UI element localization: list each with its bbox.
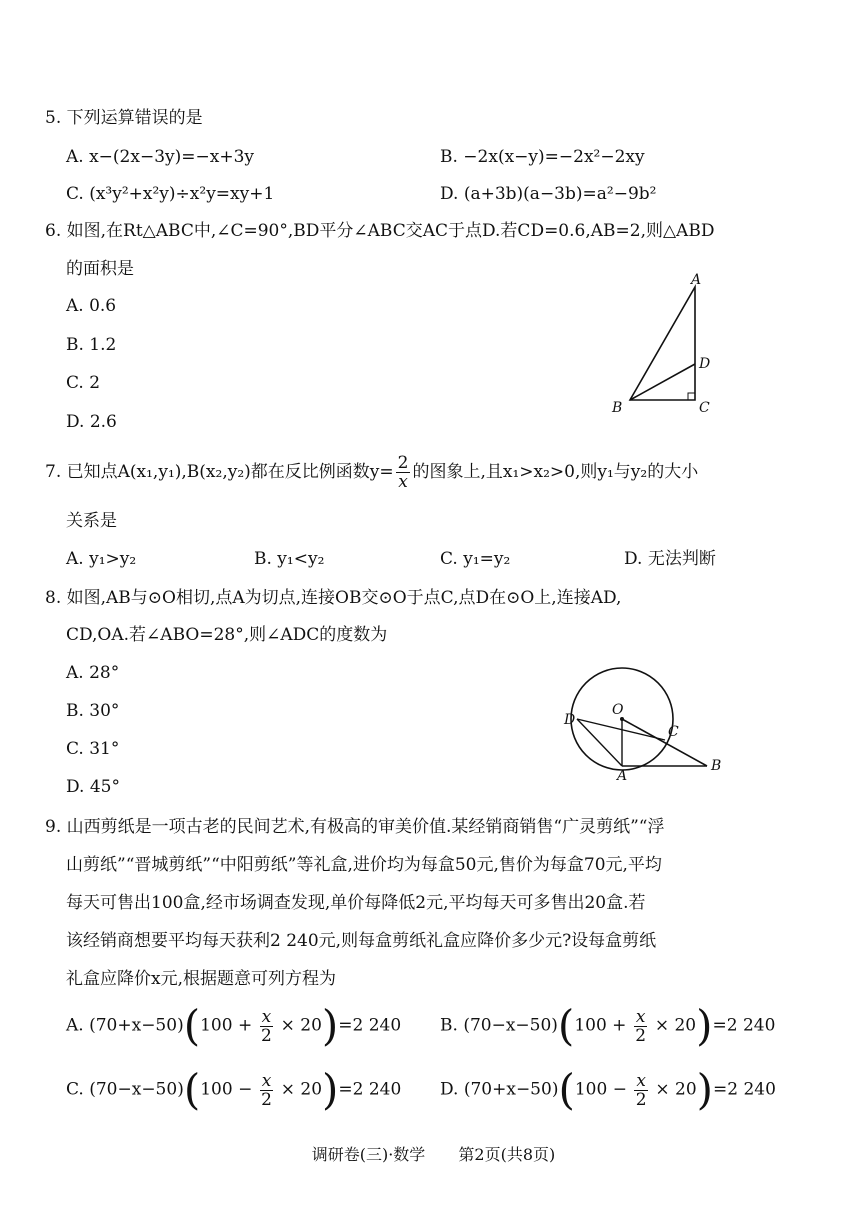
q7-option-c: C. y₁=y₂	[440, 549, 511, 569]
fraction	[260, 1008, 274, 1045]
option-left: (70−x−50)	[89, 1079, 184, 1100]
q5-option-a: A. x−(2x−3y)=−x+3y	[66, 147, 254, 167]
q5-option-b: B. −2x(x−y)=−2x²−2xy	[440, 147, 645, 167]
option-inner-post: × 20	[280, 1079, 323, 1100]
q6-option-c: C. 2	[66, 373, 101, 393]
option-rhs: =2 240	[712, 1015, 776, 1036]
q9-option-c	[66, 1065, 402, 1114]
label-a: A	[691, 272, 702, 288]
option-inner-pre: 100 −	[200, 1079, 253, 1100]
q6-stem-line2: 的面积是	[66, 259, 134, 279]
q7-fraction	[396, 454, 411, 491]
frac-num: x	[636, 1070, 646, 1091]
segment-ob	[622, 719, 707, 766]
q7-frac-num: 2	[397, 453, 409, 473]
q9-option-a	[66, 1001, 402, 1050]
q9-line3: 每天可售出100盒,经市场调查发现,单价每降低2元,平均每天可多售出20盒.若	[66, 893, 646, 913]
label-d: D	[699, 356, 711, 372]
option-inner-pre: 100 −	[574, 1079, 627, 1100]
q9-line4: 该经销商想要平均每天获利2 240元,则每盒剪纸礼盒应降价多少元?设每盒剪纸	[66, 931, 657, 951]
option-left: (70+x−50)	[463, 1079, 559, 1100]
q6-stem-line1: 6. 如图,在Rt△ABC中,∠C=90°,BD平分∠ABC交AC于点D.若CD=0.6,AB=2,则△ABD	[45, 221, 715, 241]
option-inner-post: × 20	[280, 1015, 322, 1036]
option-label: C.	[66, 1079, 84, 1100]
q9-line5: 礼盒应降价x元,根据题意可列方程为	[66, 969, 336, 989]
label-a: A	[617, 768, 628, 782]
q5-stem: 5. 下列运算错误的是	[45, 108, 203, 128]
segment-dc	[577, 719, 665, 740]
q8-stem-line2: CD,OA.若∠ABO=28°,则∠ADC的度数为	[66, 625, 388, 645]
option-rhs: =2 240	[338, 1079, 402, 1100]
frac-num: x	[261, 1070, 272, 1091]
paren-close: )	[322, 1065, 339, 1114]
q7-option-a: A. y₁>y₂	[66, 549, 137, 569]
frac-den: 2	[260, 1025, 272, 1046]
q5-option-c: C. (x³y²+x²y)÷x²y=xy+1	[66, 184, 275, 204]
paren-open: (	[558, 1065, 575, 1114]
paren-close: )	[696, 1001, 713, 1050]
q6-option-a: A. 0.6	[66, 296, 117, 316]
q8-option-a: A. 28°	[66, 663, 120, 683]
q7-stem-pre: 7. 已知点A(x₁,y₁),B(x₂,y₂)都在反比例函数y=	[45, 462, 394, 482]
paper-title: 调研卷(三)·数学	[311, 1145, 426, 1164]
frac-den: 2	[635, 1025, 647, 1046]
q9-option-d	[440, 1065, 776, 1114]
q8-stem-line1: 8. 如图,AB与⊙O相切,点A为切点,连接OB交⊙O于点C,点D在⊙O上,连接AD,	[45, 588, 622, 608]
fraction	[634, 1008, 648, 1045]
segment-ad	[577, 719, 622, 766]
label-c: C	[668, 724, 679, 740]
fraction	[634, 1072, 648, 1109]
frac-num: x	[635, 1006, 646, 1027]
paren-open: (	[557, 1001, 575, 1050]
q7-stem-line2: 关系是	[66, 511, 117, 531]
paren-close: )	[696, 1065, 714, 1114]
page-number: 第2页(共8页)	[458, 1145, 556, 1164]
q8-option-d: D. 45°	[66, 777, 120, 797]
q8-circle-figure	[555, 662, 730, 782]
q7-stem-post: 的图象上,且x₁>x₂>0,则y₁与y₂的大小	[412, 462, 699, 482]
frac-den: 2	[635, 1089, 647, 1110]
paren-open: (	[183, 1065, 201, 1114]
fraction	[260, 1072, 274, 1109]
label-d: D	[564, 712, 576, 728]
page-footer	[0, 1142, 867, 1165]
q9-line2: 山剪纸”“晋城剪纸”“中阳剪纸”等礼盒,进价均为每盒50元,售价为每盒70元,平均	[66, 855, 662, 875]
label-b: B	[612, 400, 623, 416]
q6-option-d: D. 2.6	[66, 412, 117, 432]
q7-stem-line1	[45, 454, 698, 491]
frac-num: x	[261, 1006, 272, 1027]
q8-option-b: B. 30°	[66, 701, 120, 721]
paren-open: (	[183, 1001, 201, 1050]
label-o: O	[612, 702, 624, 718]
option-rhs: =2 240	[713, 1079, 776, 1100]
option-inner-pre: 100 +	[574, 1015, 627, 1036]
paren-close: )	[321, 1001, 339, 1050]
option-label: D.	[440, 1079, 459, 1100]
option-label: B.	[440, 1015, 458, 1036]
option-inner-post: × 20	[655, 1079, 697, 1100]
option-left: (70−x−50)	[463, 1015, 558, 1036]
option-rhs: =2 240	[338, 1015, 402, 1036]
option-inner-pre: 100 +	[200, 1015, 253, 1036]
q7-option-d: D. 无法判断	[624, 549, 716, 569]
q9-line1: 9. 山西剪纸是一项古老的民间艺术,有极高的审美价值.某经销商销售“广灵剪纸”“浮	[45, 817, 665, 837]
option-left: (70+x−50)	[89, 1015, 184, 1036]
q9-option-b	[440, 1001, 776, 1050]
option-label: A.	[66, 1015, 84, 1036]
label-b: B	[711, 758, 722, 774]
q6-option-b: B. 1.2	[66, 335, 117, 355]
q6-triangle-figure	[600, 272, 730, 422]
q7-frac-den: x	[398, 472, 408, 492]
label-c: C	[699, 400, 710, 416]
q7-option-b: B. y₁<y₂	[254, 549, 325, 569]
q5-option-d: D. (a+3b)(a−3b)=a²−9b²	[440, 184, 657, 204]
right-angle-mark	[688, 393, 695, 400]
q8-option-c: C. 31°	[66, 739, 120, 759]
triangle-abc	[630, 287, 695, 400]
option-inner-post: × 20	[654, 1015, 697, 1036]
frac-den: 2	[261, 1089, 272, 1110]
